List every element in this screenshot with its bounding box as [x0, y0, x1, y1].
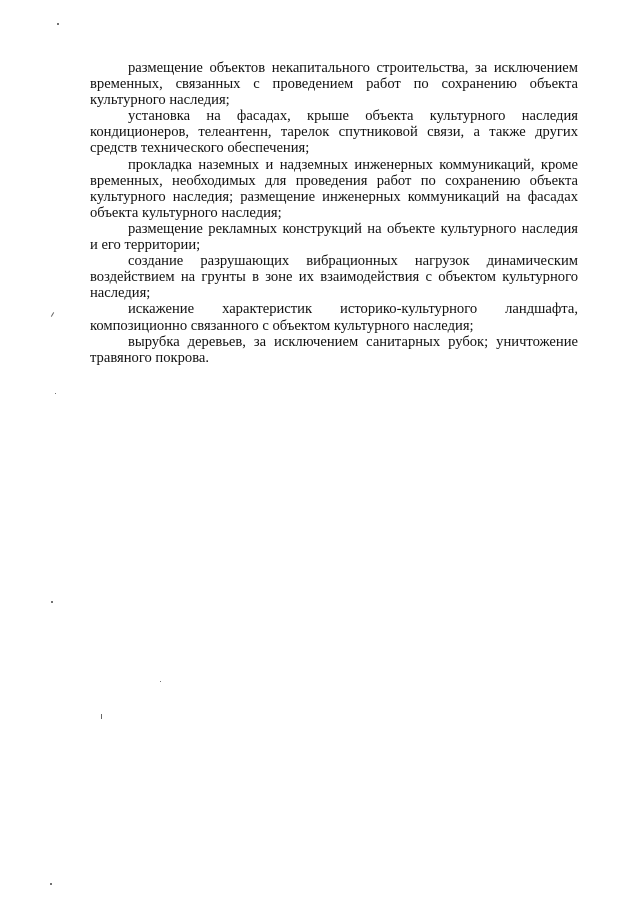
paragraph: установка на фасадах, крыше объекта культурного наследия кондиционеров, телеантенн, тарелок спутниковой связи, а также других средств технического обеспечения; [90, 108, 578, 157]
scan-speck [50, 883, 52, 885]
paragraph: вырубка деревьев, за исключением санитарных рубок; уничтожение травяного покрова. [90, 333, 578, 366]
scan-mark [101, 714, 102, 719]
scan-speck [55, 393, 56, 394]
scan-speck [160, 681, 161, 682]
paragraph: создание разрушающих вибрационных нагрузок динамическим воздействием на грунты в зоне их взаимодействия с объектом культурного наследия; [90, 253, 578, 302]
paragraph: размещение объектов некапитального строительства, за исключением временных, связанных с проведением работ по сохранению объекта культурного наследия; [90, 60, 578, 109]
paragraph: искажение характеристик историко-культурного ландшафта, композиционно связанного с объектом культурного наследия; [90, 301, 578, 334]
paragraph: размещение рекламных конструкций на объекте культурного наследия и его территории; [90, 220, 578, 254]
scan-speck [51, 601, 53, 603]
paragraph: прокладка наземных и надземных инженерных коммуникаций, кроме временных, необходимых для проведения работ по сохранению объекта культурного наследия; размещение инженерных коммуникаций на фасадах объекта культурного наследия; [90, 156, 578, 221]
scan-speck [57, 23, 59, 25]
document-body [90, 60, 578, 366]
scan-mark [51, 312, 54, 317]
